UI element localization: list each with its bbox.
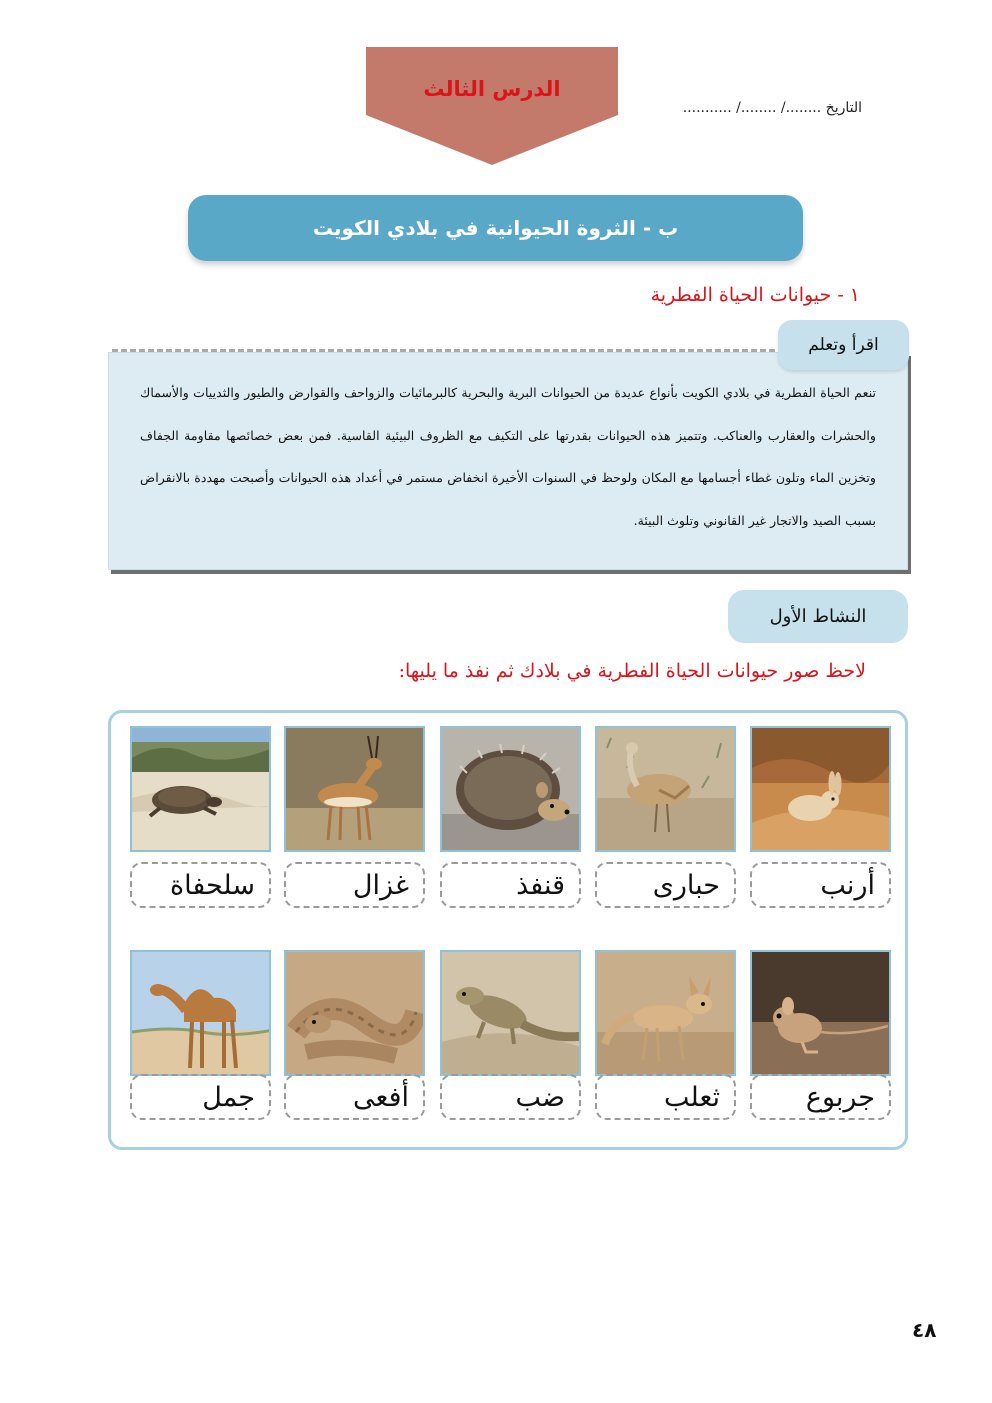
spiny-tailed-lizard-photo (440, 950, 581, 1076)
animal-label: حبارى (595, 862, 736, 908)
viper-photo (284, 950, 425, 1076)
fox-photo (595, 950, 736, 1076)
read-learn-tab (778, 320, 909, 370)
animal-label: أرنب (750, 862, 891, 908)
animal-label: ضب (440, 1074, 581, 1120)
houbara-bustard-photo (595, 726, 736, 852)
read-learn-label: اقرأ وتعلم (808, 335, 879, 355)
animal-label: جربوع (750, 1074, 891, 1120)
lesson-banner (366, 47, 618, 165)
turtle-photo (130, 726, 271, 852)
animal-label: ثعلب (595, 1074, 736, 1120)
animal-label: قنفذ (440, 862, 581, 908)
rabbit-photo (750, 726, 891, 852)
jerboa-photo (750, 950, 891, 1076)
animal-label: أفعى (284, 1074, 425, 1120)
animal-label: غزال (284, 862, 425, 908)
activity-tab (728, 590, 908, 643)
camel-photo (130, 950, 271, 1076)
animal-label: سلحفاة (130, 862, 271, 908)
binder-dashes (112, 349, 802, 355)
section-header (188, 195, 803, 261)
read-learn-paragraph: تنعم الحياة الفطرية في بلادي الكويت بأنواع عديدة من الحيوانات البرية والبحرية كالبرمائيات والزواحف والقوارض والطيور والثدييات والأسماك والحشرات والعقارب والعناكب. وتتميز هذه الحيوانات بقدرتها على التكيف مع الظروف البيئية القاسية. فمن بعض خصائصها مقاومة الجفاف وتخزين الماء وتلون غطاء أجسامها مع المكان ولوحظ في السنوات الأخيرة انخفاض مستمر في أعداد هذه الحيوانات وأصبحت مهددة بالانقراض بسبب الصيد والاتجار غير القانوني وتلوث البيئة. (140, 385, 876, 528)
hedgehog-photo (440, 726, 581, 852)
gazelle-photo (284, 726, 425, 852)
page-number: ٤٨ (912, 1318, 937, 1342)
section-title: ب - الثروة الحيوانية في بلادي الكويت (312, 216, 679, 240)
activity-instruction: لاحظ صور حيوانات الحياة الفطرية في بلادك ثم نفذ ما يليها: (398, 660, 866, 682)
animal-label: جمل (130, 1074, 271, 1120)
lesson-title: الدرس الثالث (423, 77, 561, 101)
banner-pentagon-shape (366, 47, 618, 165)
activity-label: النشاط الأول (769, 606, 867, 627)
date-line: التاريخ ......../ ......../ ........... (682, 100, 862, 116)
subheading-wildlife: ١ - حيوانات الحياة الفطرية (650, 284, 860, 306)
